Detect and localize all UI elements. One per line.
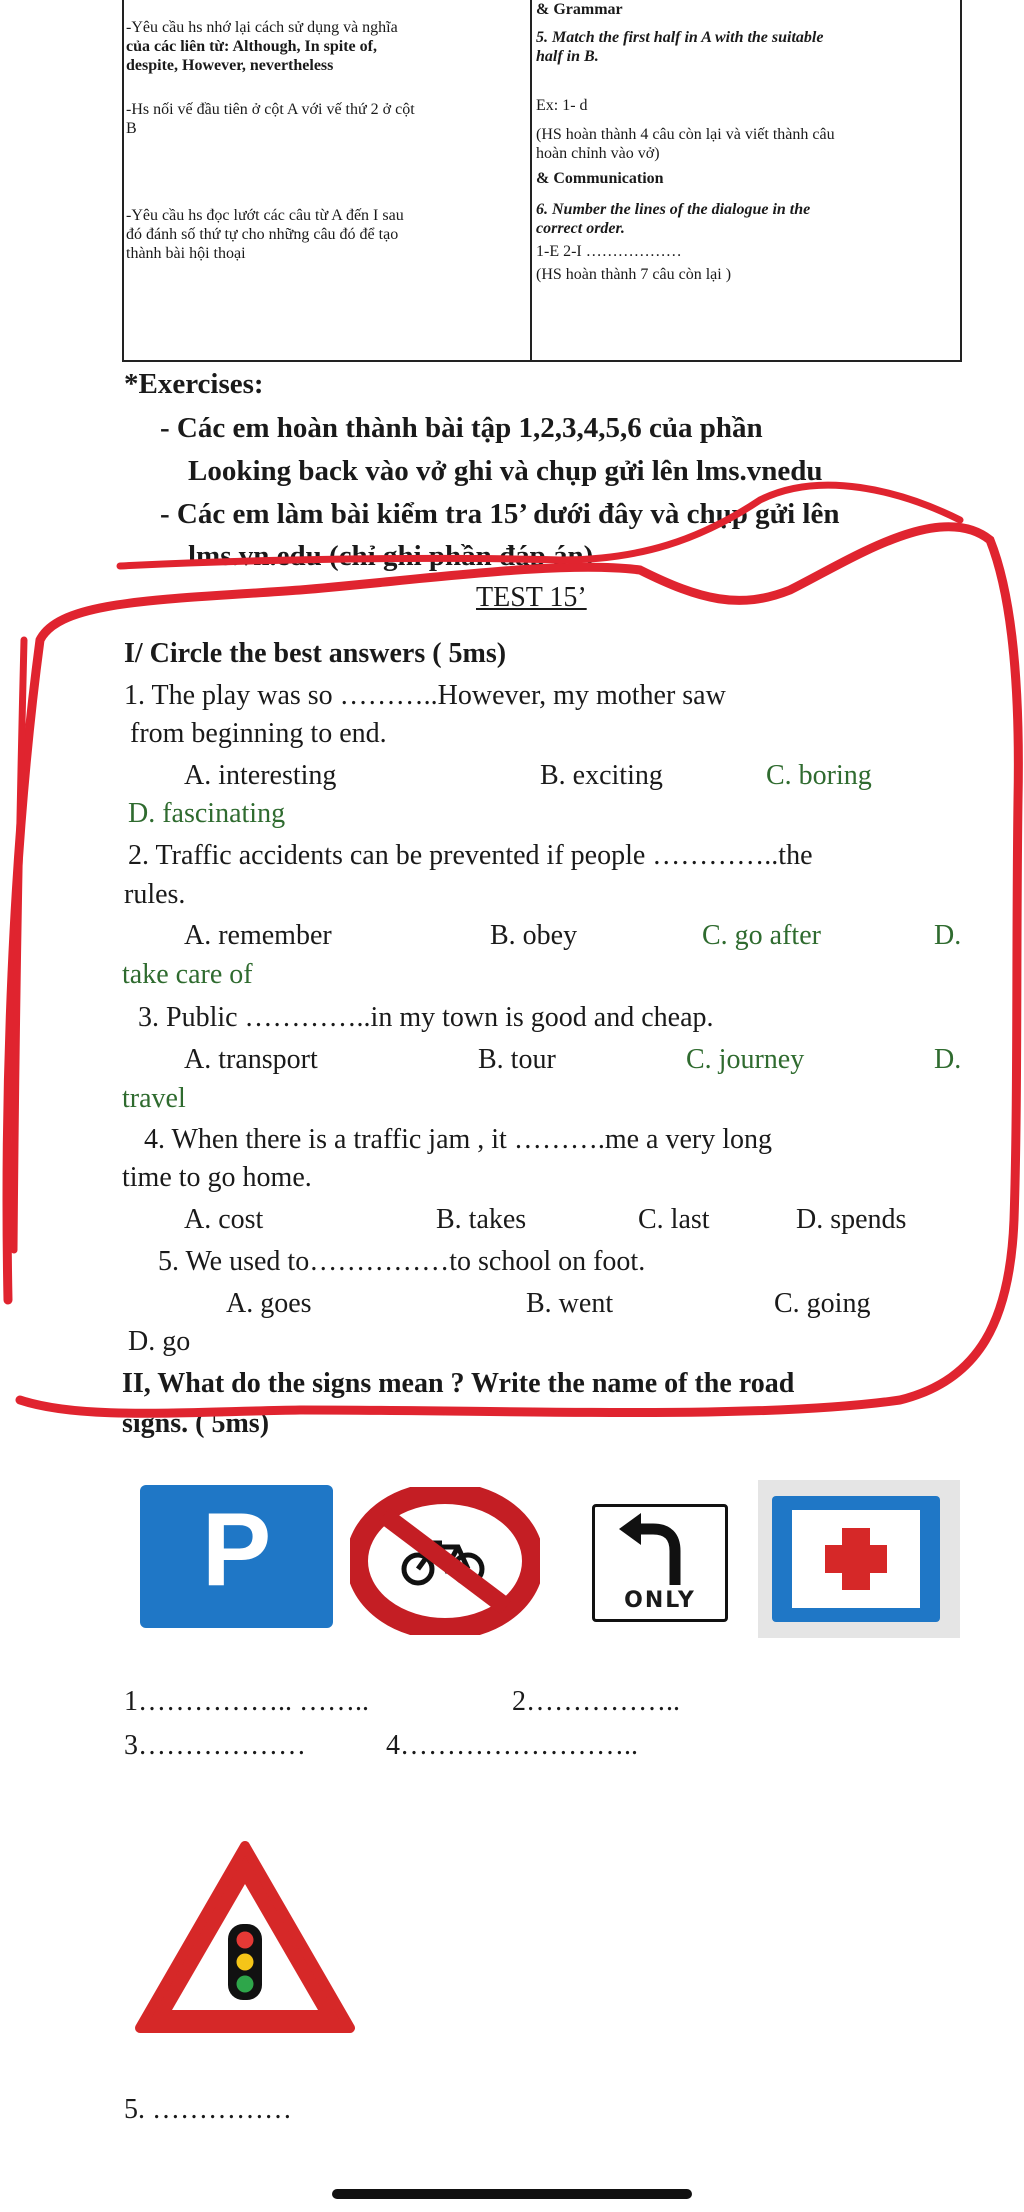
turn-left-arrow-icon xyxy=(595,1511,725,1591)
section-1-heading: I/ Circle the best answers ( 5ms) xyxy=(124,638,507,669)
table-text: despite, However, nevertheless xyxy=(126,57,334,74)
question-2: 2. Traffic accidents can be prevented if people …………..the xyxy=(128,840,813,871)
q1-option-c: C. boring xyxy=(766,760,872,791)
table-text: correct order. xyxy=(536,220,625,237)
table-text: (HS hoàn thành 4 câu còn lại và viết thành câu xyxy=(536,126,835,143)
hospital-sign-panel xyxy=(772,1496,940,1622)
table-text: thành bài hội thoại xyxy=(126,245,246,262)
table-text: hoàn chỉnh vào vở) xyxy=(536,145,660,162)
question-1-cont: from beginning to end. xyxy=(130,718,387,749)
question-2-cont: rules. xyxy=(124,879,186,910)
table-left-row-2 xyxy=(126,100,526,138)
q3-option-b: B. tour xyxy=(478,1044,556,1075)
answer-line-3: 3……………… xyxy=(124,1730,306,1761)
home-indicator[interactable] xyxy=(332,2189,692,2199)
q2-option-d-letter: D. xyxy=(934,920,962,951)
q3-option-d: travel xyxy=(122,1083,186,1114)
q1-option-d: D. fascinating xyxy=(128,798,286,829)
table-text: đó đánh số thứ tự cho những câu đó để tạo xyxy=(126,226,399,243)
exercises-heading: *Exercises: xyxy=(124,368,264,400)
section-2-heading: II, What do the signs mean ? Write the name of the road xyxy=(122,1368,795,1399)
table-text: B xyxy=(126,120,137,137)
question-4: 4. When there is a traffic jam , it ……….me a very long xyxy=(144,1124,773,1155)
q1-option-b: B. exciting xyxy=(540,760,663,791)
q5-option-b: B. went xyxy=(526,1288,614,1319)
q2-option-d: take care of xyxy=(122,959,253,990)
question-4-cont: time to go home. xyxy=(122,1162,312,1193)
question-5: 5. We used to……………to school on foot. xyxy=(158,1246,646,1277)
section-2-heading-cont: signs. ( 5ms) xyxy=(122,1408,270,1439)
table-text: & Communication xyxy=(536,170,664,187)
table-text: -Yêu cầu hs đọc lướt các câu từ A đến I sau xyxy=(126,207,404,224)
table-left-row-3 xyxy=(126,206,526,263)
q4-option-a: A. cost xyxy=(184,1204,264,1235)
q1-option-a: A. interesting xyxy=(184,760,337,791)
table-text: half in B. xyxy=(536,48,599,65)
table-text: -Hs nối vế đầu tiên ở cột A với vế thứ 2 ở cột xyxy=(126,101,415,118)
q5-option-d: D. go xyxy=(128,1326,191,1357)
parking-sign xyxy=(140,1485,333,1628)
q5-option-c: C. going xyxy=(774,1288,871,1319)
table-text: 5. Match the first half in A with the suitable xyxy=(536,29,824,46)
q2-option-b: B. obey xyxy=(490,920,578,951)
red-cross-bar xyxy=(825,1545,887,1573)
table-text: 1-E 2-I ……………… xyxy=(536,243,682,260)
answer-line-1: 1…………….. …….. xyxy=(124,1686,369,1717)
q4-option-b: B. takes xyxy=(436,1204,527,1235)
q5-option-a: A. goes xyxy=(226,1288,312,1319)
traffic-lights-warning-sign xyxy=(134,1840,356,2036)
table-text: của các liên từ: Although, In spite of, xyxy=(126,38,377,55)
hospital-sign-inner xyxy=(792,1510,920,1608)
table-text: (HS hoàn thành 7 câu còn lại ) xyxy=(536,266,732,283)
answer-line-2: 2…………….. xyxy=(512,1686,680,1717)
table-text: Ex: 1- d xyxy=(536,97,588,114)
exercise-line: - Các em làm bài kiểm tra 15’ dưới đây và chụp gửi lên xyxy=(160,498,840,530)
left-turn-only-sign xyxy=(592,1504,728,1622)
table-text: 6. Number the lines of the dialogue in the xyxy=(536,201,811,218)
table-left-row-1 xyxy=(126,18,526,75)
parking-letter: P xyxy=(201,1492,272,1608)
q2-option-c: C. go after xyxy=(702,920,821,951)
q2-option-a: A. remember xyxy=(184,920,332,951)
q4-option-c: C. last xyxy=(638,1204,710,1235)
exercise-line: Looking back vào vở ghi và chụp gửi lên lms.vnedu xyxy=(188,455,823,487)
q3-option-a: A. transport xyxy=(184,1044,318,1075)
exercise-line: lms.vn.edu (chỉ ghi phần đáp án) xyxy=(188,540,594,572)
question-1: 1. The play was so ………..However, my mother saw xyxy=(124,680,726,711)
q4-option-d: D. spends xyxy=(796,1204,907,1235)
only-label: ONLY xyxy=(624,1588,696,1613)
traffic-light-icon xyxy=(228,1924,262,2000)
hospital-sign xyxy=(758,1480,960,1638)
table-right-column xyxy=(536,0,958,284)
answer-line-5: 5. …………… xyxy=(124,2094,292,2125)
q3-option-d-letter: D. xyxy=(934,1044,962,1075)
question-3: 3. Public …………..in my town is good and cheap. xyxy=(138,1002,714,1033)
no-bicycles-sign xyxy=(350,1487,540,1635)
table-text: -Yêu cầu hs nhớ lại cách sử dụng và nghĩa xyxy=(126,19,398,36)
table-column-divider xyxy=(530,0,532,362)
q3-option-c: C. journey xyxy=(686,1044,805,1075)
test-title: TEST 15’ xyxy=(476,582,587,613)
exercise-line: - Các em hoàn thành bài tập 1,2,3,4,5,6 của phần xyxy=(160,412,763,444)
table-text: & Grammar xyxy=(536,1,623,18)
answer-line-4: 4…………………….. xyxy=(386,1730,638,1761)
